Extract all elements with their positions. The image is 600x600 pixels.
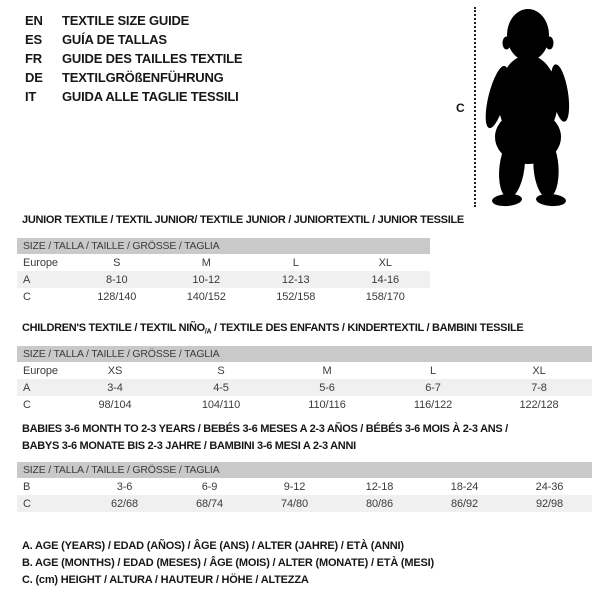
size-cell: 14-16 — [371, 273, 400, 286]
language-guide-title: TEXTILGRÖßENFÜHRUNG — [62, 70, 224, 85]
size-header-label: SIZE / TALLA / TAILLE / GRÖSSE / TAGLIA — [23, 348, 220, 360]
size-cell: L — [292, 256, 299, 269]
title-text: / TEXTILE DES ENFANTS / KINDERTEXTIL / BAMBINI TESSILE — [211, 322, 524, 334]
size-cell: 74/80 — [280, 497, 309, 510]
size-cell: 3-4 — [107, 381, 123, 394]
table-title-line — [22, 320, 523, 341]
footnote-line: C. (cm) HEIGHT / ALTURA / HAUTEUR / HÖHE / ALTEZZA — [22, 574, 309, 586]
babies-size-table — [17, 462, 592, 512]
size-cell: S — [113, 256, 121, 269]
baby-silhouette — [478, 7, 588, 207]
size-cell: 24-36 — [535, 480, 564, 493]
size-cell: M — [322, 364, 332, 377]
language-guide-title: GUIDA ALLE TAGLIE TESSILI — [62, 89, 239, 104]
title-text: CHILDREN'S TEXTILE / TEXTIL NIÑO — [22, 322, 205, 334]
height-measure-dotted-line — [474, 7, 476, 207]
size-cell: 6-7 — [425, 381, 441, 394]
size-cell: L — [429, 364, 437, 377]
children-size-table — [17, 346, 592, 413]
row-label: Europe — [23, 256, 58, 269]
table-body — [17, 478, 592, 512]
size-cell: 128/140 — [97, 290, 137, 303]
row-label: C — [23, 290, 31, 303]
language-code: IT — [25, 89, 37, 104]
size-cell: 7-8 — [531, 381, 547, 394]
row-label: Europe — [23, 364, 58, 377]
row-label: B — [23, 480, 31, 493]
table-title-line — [22, 421, 508, 438]
table-title-line — [22, 212, 464, 229]
language-list — [25, 11, 242, 106]
babies-section-title — [22, 421, 508, 455]
table-row — [17, 495, 592, 512]
language-guide-title: TEXTILE SIZE GUIDE — [62, 13, 190, 28]
title-subscript: /A — [204, 328, 212, 336]
language-row — [25, 87, 242, 106]
children-section-title — [22, 320, 523, 341]
size-cell: XL — [378, 256, 392, 269]
size-cell: 12-13 — [281, 273, 310, 286]
language-row — [25, 30, 242, 49]
size-cell: 5-6 — [319, 381, 335, 394]
size-cell: 122/128 — [519, 398, 559, 411]
size-cell: S — [217, 364, 225, 377]
language-code: FR — [25, 51, 42, 66]
size-cell: 86/92 — [450, 497, 479, 510]
size-cell: 8-10 — [105, 273, 128, 286]
size-cell: XS — [107, 364, 123, 377]
title-text: BABYS 3-6 MONATE BIS 2-3 JAHRE / BAMBINI 3-6 MESI A 2-3 ANNI — [22, 440, 356, 452]
size-cell: 80/86 — [365, 497, 394, 510]
table-row — [17, 362, 592, 379]
size-cell: 4-5 — [213, 381, 229, 394]
table-row — [17, 379, 592, 396]
size-cell: 3-6 — [116, 480, 133, 493]
table-row — [17, 478, 592, 495]
row-label: C — [23, 398, 31, 411]
title-text: JUNIOR TEXTILE / TEXTIL JUNIOR/ TEXTILE JUNIOR / JUNIORTEXTIL / JUNIOR TESSILE — [22, 214, 464, 226]
language-code: ES — [25, 32, 42, 47]
table-body — [17, 362, 592, 413]
language-guide-title: GUIDE DES TAILLES TEXTILE — [62, 51, 243, 66]
language-row — [25, 49, 242, 68]
language-code: EN — [25, 13, 43, 28]
junior-section-title — [22, 212, 464, 229]
size-cell: 116/122 — [413, 398, 453, 411]
height-measure-label: C — [456, 101, 465, 115]
size-cell: XL — [532, 364, 546, 377]
size-cell: 92/98 — [535, 497, 564, 510]
table-title-line — [22, 438, 508, 455]
size-cell: 12-18 — [365, 480, 394, 493]
size-header-bar — [17, 462, 592, 478]
row-label: A — [23, 381, 31, 394]
table-row — [17, 254, 430, 271]
size-cell: 62/68 — [110, 497, 139, 510]
language-guide-title: GUÍA DE TALLAS — [62, 32, 167, 47]
size-cell: 18-24 — [450, 480, 479, 493]
size-cell: 158/170 — [365, 290, 405, 303]
size-header-label: SIZE / TALLA / TAILLE / GRÖSSE / TAGLIA — [23, 240, 220, 252]
table-row — [17, 288, 430, 305]
size-cell: 104/110 — [201, 398, 241, 411]
size-cell: 9-12 — [283, 480, 306, 493]
table-row — [17, 271, 430, 288]
title-text: BABIES 3-6 MONTH TO 2-3 YEARS / BEBÉS 3-6 MESES A 2-3 AÑOS / BÉBÉS 3-6 MOIS À 2-3 ANS / — [22, 423, 508, 435]
size-header-bar — [17, 238, 430, 254]
size-cell: 110/116 — [308, 398, 346, 411]
row-label: A — [23, 273, 31, 286]
junior-size-table — [17, 238, 430, 305]
size-cell: 68/74 — [195, 497, 224, 510]
table-row — [17, 396, 592, 413]
language-row — [25, 11, 242, 30]
footnotes — [22, 538, 434, 589]
size-cell: 152/158 — [276, 290, 316, 303]
size-header-label: SIZE / TALLA / TAILLE / GRÖSSE / TAGLIA — [23, 464, 220, 476]
size-cell: 98/104 — [98, 398, 132, 411]
footnote-line: A. AGE (YEARS) / EDAD (AÑOS) / ÂGE (ANS) / ALTER (JAHRE) / ETÀ (ANNI) — [22, 540, 404, 552]
size-header-bar — [17, 346, 592, 362]
table-body — [17, 254, 430, 305]
row-label: C — [23, 497, 31, 510]
language-code: DE — [25, 70, 43, 85]
size-cell: 10-12 — [192, 273, 221, 286]
language-row — [25, 68, 242, 87]
size-cell: M — [201, 256, 211, 269]
size-cell: 140/152 — [186, 290, 226, 303]
size-cell: 6-9 — [201, 480, 218, 493]
footnote-line: B. AGE (MONTHS) / EDAD (MESES) / ÂGE (MOIS) / ALTER (MONATE) / ETÀ (MESI) — [22, 557, 434, 569]
